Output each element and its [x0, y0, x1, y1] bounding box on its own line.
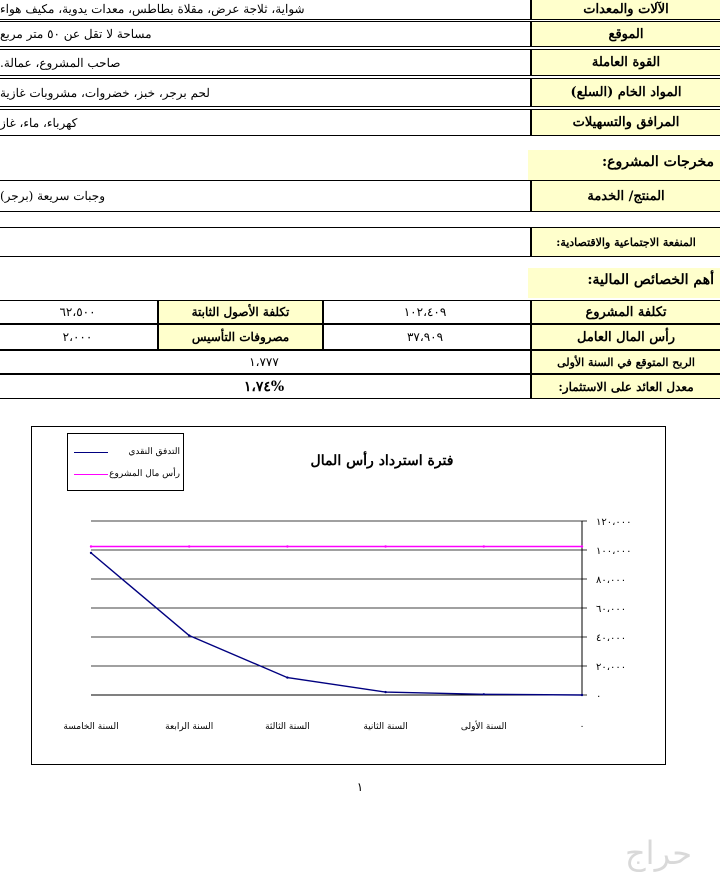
location-value: مساحة لا تقل عن ٥٠ متر مربع: [0, 27, 152, 41]
y-tick-label: ٢٠،٠٠٠: [596, 662, 627, 673]
data-point-1-5: [581, 545, 583, 547]
profit-value: ١،٧٧٧: [249, 355, 279, 369]
product-value: وجبات سريعة (برجر): [0, 189, 106, 203]
x-tick-label: السنة الثالثة: [265, 722, 310, 732]
project-cost-label: تكلفة المشروع: [530, 301, 720, 323]
payback-chart: [31, 426, 666, 765]
y-tick-label: ٦٠،٠٠٠: [596, 604, 627, 615]
y-tick-label: ١٠٠،٠٠٠: [596, 546, 632, 557]
equipment-value: شواية، ثلاجة عرض، مقلاة بطاطس، معدات يدوية، مكيف هواء: [0, 2, 305, 16]
data-point-0-2: [286, 676, 288, 678]
x-tick-label: السنة الثانية: [363, 722, 408, 732]
setup-label: مصروفات التأسيس: [157, 325, 324, 349]
info-row-workforce: [0, 49, 720, 76]
info-row-equipment: [0, 0, 720, 20]
y-tick-label: ١٢٠،٠٠٠: [596, 517, 632, 528]
legend-label-cashflow: التدفق النقدي: [128, 447, 180, 457]
x-tick-label: السنة الرابعة: [165, 722, 214, 732]
data-point-0-4: [483, 693, 485, 695]
financial-row-2: [0, 324, 720, 350]
legend-label-capital: رأس مال المشروع: [109, 469, 180, 479]
y-tick-label: ٨٠،٠٠٠: [596, 575, 627, 586]
financial-row-1: [0, 300, 720, 324]
y-tick-label: ٤٠،٠٠٠: [596, 633, 627, 644]
product-label: المنتج/ الخدمة: [530, 181, 720, 211]
info-row-facilities: [0, 109, 720, 136]
roi-label: معدل العائد على الاستثمار:: [530, 375, 720, 398]
fixed-assets-value: ٦٢،٥٠٠: [59, 305, 96, 319]
data-point-1-2: [286, 545, 288, 547]
data-point-0-5: [581, 694, 583, 696]
location-label: الموقع: [530, 22, 720, 46]
data-point-0-3: [384, 691, 386, 693]
product-row: [0, 180, 720, 212]
equipment-label: الآلات والمعدات: [530, 0, 720, 19]
raw-materials-label: المواد الخام (السلع): [530, 79, 720, 106]
benefit-label: المنفعة الاجتماعية والاقتصادية:: [530, 228, 720, 256]
y-tick-label: ٠: [596, 691, 602, 702]
working-capital-label: رأس المال العامل: [530, 325, 720, 349]
data-point-1-1: [188, 545, 190, 547]
benefit-row: [0, 227, 720, 257]
data-point-1-3: [384, 545, 386, 547]
x-tick-label: السنة الخامسة: [63, 722, 119, 732]
chart-title: فترة استرداد رأس المال: [310, 453, 454, 469]
benefit-value: [0, 228, 530, 256]
data-point-0-1: [188, 634, 190, 636]
roi-value: %١،٧٤: [243, 378, 285, 395]
financial-row-4: [0, 374, 720, 399]
financial-row-3: [0, 350, 720, 374]
info-row-location: [0, 21, 720, 47]
working-capital-value: ٣٧،٩٠٩: [406, 330, 444, 344]
info-row-raw-materials: [0, 78, 720, 107]
chart-svg: [32, 427, 665, 764]
setup-value: ٢،٠٠٠: [62, 330, 93, 344]
outputs-heading: مخرجات المشروع:: [528, 150, 720, 180]
workforce-value: صاحب المشروع، عمالة.: [0, 55, 121, 70]
fixed-assets-label: تكلفة الأصول الثابتة: [157, 301, 324, 323]
workforce-label: القوة العاملة: [530, 50, 720, 75]
facilities-value: كهرباء، ماء، غاز: [0, 115, 78, 130]
data-point-1-4: [483, 545, 485, 547]
watermark-logo: حراج: [625, 834, 692, 872]
raw-materials-value: لحم برجر، خبز، خضروات، مشروبات غازية: [0, 85, 210, 100]
project-cost-value: ١٠٢،٤٠٩: [403, 305, 447, 319]
profit-label: الربح المتوقع في السنة الأولى: [530, 351, 720, 373]
data-point-1-0: [90, 545, 92, 547]
x-tick-label: ٠: [579, 722, 585, 732]
data-point-0-0: [90, 552, 92, 554]
facilities-label: المرافق والتسهيلات: [530, 110, 720, 135]
page-number: ١: [356, 780, 364, 794]
series-line-0: [91, 553, 582, 695]
x-tick-label: السنة الأولى: [460, 722, 507, 732]
financial-heading: أهم الخصائص المالية:: [528, 268, 720, 298]
